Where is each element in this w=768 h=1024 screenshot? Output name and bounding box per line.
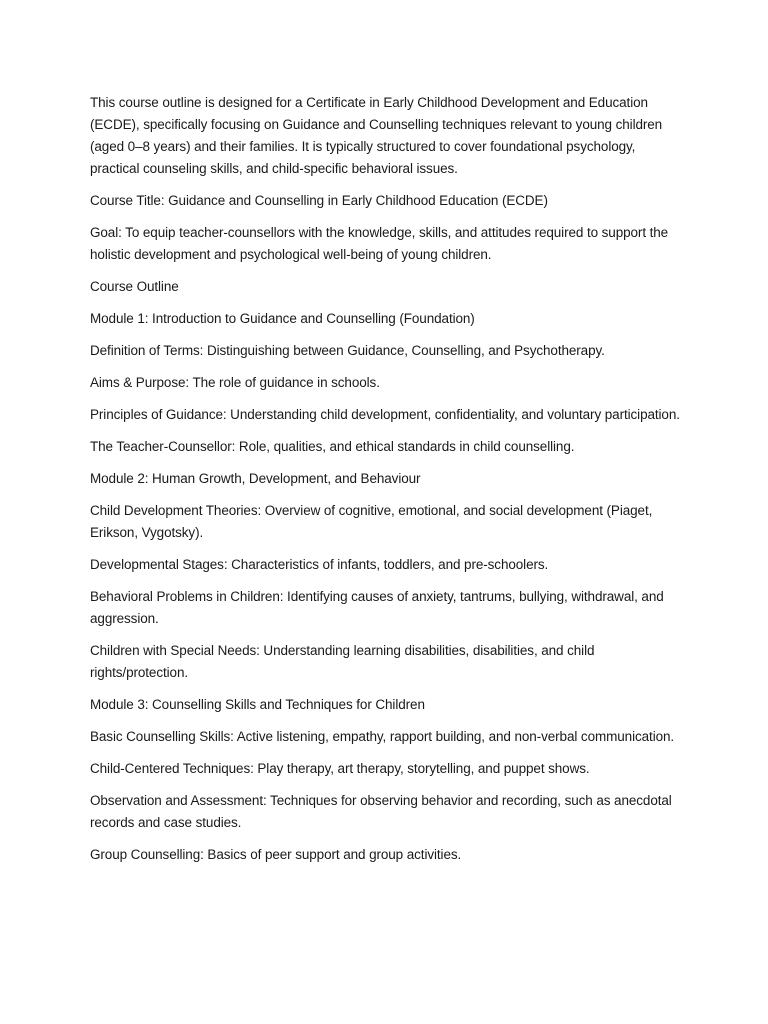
module-3-item-group-counselling: Group Counselling: Basics of peer support and group activities.	[90, 847, 462, 862]
module-3-item-child-centered: Child-Centered Techniques: Play therapy, art therapy, storytelling, and puppet shows.	[90, 761, 590, 776]
module-2-heading: Module 2: Human Growth, Development, and Behaviour	[90, 471, 421, 486]
module-1-item-teacher-counsellor: The Teacher-Counsellor: Role, qualities, and ethical standards in child counselling.	[90, 439, 575, 454]
module-3-heading: Module 3: Counselling Skills and Techniques for Children	[90, 697, 425, 712]
module-2-item-special-needs: Children with Special Needs: Understanding learning disabilities, disabilities, and child rights/protection.	[90, 643, 595, 680]
outline-heading: Course Outline	[90, 279, 179, 294]
module-2-item-theories: Child Development Theories: Overview of cognitive, emotional, and social development (Piaget, Erikson, Vygotsky).	[90, 503, 653, 540]
module-1-item-definitions: Definition of Terms: Distinguishing between Guidance, Counselling, and Psychotherapy.	[90, 343, 605, 358]
module-2-item-stages: Developmental Stages: Characteristics of infants, toddlers, and pre-schoolers.	[90, 557, 549, 572]
module-2-item-behavioral-problems: Behavioral Problems in Children: Identifying causes of anxiety, tantrums, bullying, withdrawal, and aggression.	[90, 589, 664, 626]
module-1-item-aims: Aims & Purpose: The role of guidance in schools.	[90, 375, 380, 390]
course-goal: Goal: To equip teacher-counsellors with the knowledge, skills, and attitudes required to support the holistic development and psychological well-being of young children.	[90, 225, 669, 262]
module-1-heading: Module 1: Introduction to Guidance and Counselling (Foundation)	[90, 311, 475, 326]
module-3-item-observation: Observation and Assessment: Techniques for observing behavior and recording, such as anecdotal records and case studies.	[90, 793, 672, 830]
course-title: Course Title: Guidance and Counselling in Early Childhood Education (ECDE)	[90, 193, 548, 208]
module-1-item-principles: Principles of Guidance: Understanding child development, confidentiality, and voluntary participation.	[90, 407, 680, 422]
module-3-item-basic-skills: Basic Counselling Skills: Active listening, empathy, rapport building, and non-verbal communication.	[90, 729, 675, 744]
document-page	[90, 92, 684, 876]
intro-paragraph: This course outline is designed for a Certificate in Early Childhood Development and Education (ECDE), specifically focusing on Guidance and Counselling techniques relevant to young children (aged 0–8 years) and their families. It is typically structured to cover foundational psychology, practical counseling skills, and child-specific behavioral issues.	[90, 95, 663, 176]
